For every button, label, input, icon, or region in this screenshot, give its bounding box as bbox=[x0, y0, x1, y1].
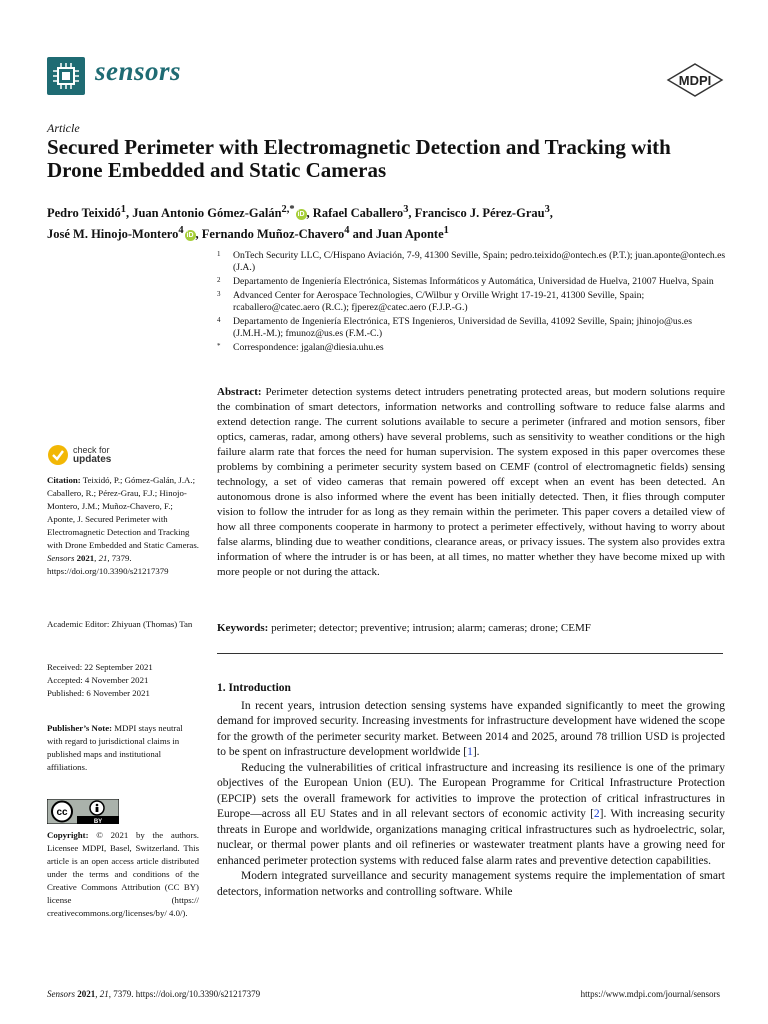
citation-block: Citation: Teixidó, P.; Gómez-Galán, J.A.; Caballero, R.; Pérez-Grau, F.J.; Hinojo-Montero, J.M.; Muñoz-Chavero, F.; Aponte, J. Secured Perimeter with Electromagnetic Detection and Tracking with Drone Embedded and Static Cameras. Sensors 2021, 21, 7379. https://doi.org/10.3390/s21217379 bbox=[47, 475, 199, 576]
paragraph bbox=[217, 761, 725, 870]
published-date: Published: 6 November 2021 bbox=[47, 688, 150, 698]
cc-by-license-badge[interactable] bbox=[47, 799, 119, 824]
author-affiliation-mark: 3 bbox=[544, 204, 550, 215]
publishers-note-text: MDPI stays neutral with regard to jurisdictional claims in published maps and institutional affiliations. bbox=[47, 723, 183, 772]
section-heading: 1. Introduction bbox=[217, 682, 291, 694]
keywords-text: perimeter; detector; preventive; intrusion; alarm; cameras; drone; CEMF bbox=[271, 622, 591, 634]
affiliation-number: 1 bbox=[217, 250, 221, 258]
abstract-label: Abstract: bbox=[217, 386, 262, 398]
paragraph bbox=[217, 699, 725, 761]
affiliation-item bbox=[217, 250, 727, 274]
accepted-date: Accepted: 4 November 2021 bbox=[47, 675, 149, 685]
author-affiliation-mark: 2,* bbox=[281, 204, 295, 215]
orcid-icon[interactable]: iD bbox=[297, 210, 305, 218]
abstract-text: Perimeter detection systems detect intruders penetrating protected areas, but modern solutions require the combination of smart detectors, information networks and controlling software to reduce false alarms and extend detection range. The current solutions available to secure a perimeter (infrared and motion sensors, fiber optics, cameras, radar, among others) have several problems, such as sensitivity to weather conditions or the high failure alarm rate that forces the need for human supervision. The system exposed in this paper overcomes these problems by combining a perimeter security system based on CEMF (control of electromagnetic fields) sensing technology, a set of video cameras that remain powered off except when an event has been detected. An autonomous drone is also informed where the event has been initially detected. Then, it flies through computer vision to follow the intruder for as long as they remain within the perimeter. This paper covers a detailed view of how all three components cooperate in harmony to protect a perimeter effectively, without having to worry about false alarms, blinding due to weather conditions, clearance areas, or privacy issues. The system also provides extra information of where the intruder is or has been, at all times, no matter whether they have become mixed up with more people or not during the attack. bbox=[217, 386, 725, 578]
publishers-note bbox=[47, 722, 199, 774]
academic-editor: Academic Editor: Zhiyuan (Thomas) Tan bbox=[47, 619, 193, 629]
copyright-block bbox=[47, 829, 199, 920]
paragraph-text: ]. With increasing security threats in Europe and worldwide, organizations managing critical infrastructures such as hydroelectric, solar, nuclear, or thermal power plants and oil refineries or wastewater treatment plants have a growing need for enhanced perimeter protection systems with reduced false alarm rates and preventive detection capabilities. bbox=[217, 808, 725, 867]
citation-doi[interactable]: , 7379. https://doi.org/10.3390/s21217379 bbox=[47, 553, 169, 576]
paragraph-text: In recent years, intrusion detection sensing systems have expanded significantly to meet the growing demand for improved security. Increasing investments for infrastructure development have widened the scope for the growth of the perimeter security market. Between 2014 and 2025, around 78 trillion USD is projected to be spent on infrastructure development worldwide [ bbox=[217, 699, 725, 758]
citation-label: Citation: bbox=[47, 475, 81, 485]
affiliation-text: Departamento de Ingeniería Electrónica, Sistemas Informáticos y Automática, Universidad de Huelva, 21007 Huelva, Spain bbox=[233, 276, 714, 287]
check-for-updates-badge[interactable] bbox=[47, 444, 111, 466]
mdpi-logo-text: MDPI bbox=[678, 73, 712, 88]
footer-citation: Sensors 2021, 21, 7379. https://doi.org/10.3390/s21217379 bbox=[47, 989, 261, 999]
received-date: Received: 22 September 2021 bbox=[47, 662, 153, 672]
publishers-note-label: Publisher’s Note: bbox=[47, 723, 113, 733]
citation-volume: 21 bbox=[98, 553, 108, 563]
author-affiliation-mark: 1 bbox=[120, 204, 126, 215]
affiliation-number: 3 bbox=[217, 290, 221, 298]
cc-text: cc bbox=[56, 807, 68, 818]
journal-logo-icon bbox=[47, 57, 85, 95]
dates-block bbox=[47, 661, 199, 700]
footer-volume: 21 bbox=[99, 989, 109, 999]
affiliation-number: 2 bbox=[217, 276, 221, 284]
mdpi-logo[interactable] bbox=[666, 63, 724, 102]
affiliation-text: Departamento de Ingeniería Electrónica, ETS Ingenieros, Universidad de Sevilla, 41092 Seville, Spain; jhinojo@us.es (J.M.H.-M.); fmunoz@us.es (F.M.-C.) bbox=[233, 316, 693, 339]
mdpi-logo-icon bbox=[666, 63, 724, 97]
author-affiliation-mark: 1 bbox=[443, 225, 449, 237]
cc-by-icon bbox=[47, 799, 119, 824]
affiliation-item bbox=[217, 276, 727, 288]
article-type: Article bbox=[47, 121, 80, 135]
reference-link[interactable]: 2 bbox=[593, 808, 600, 820]
citation-year: 2021 bbox=[76, 553, 95, 563]
chip-icon bbox=[47, 57, 85, 95]
affiliation-text: OnTech Security LLC, C/Hispano Aviación, 7-9, 41300 Seville, Spain; pedro.teixido@ontech.es (P.T.); juan.aponte@ontech.es (J.A.) bbox=[233, 250, 726, 273]
journal-name: sensors bbox=[95, 56, 182, 86]
author-separator: , bbox=[549, 206, 553, 221]
author-name[interactable]: , Juan Antonio Gómez-Galán bbox=[125, 206, 282, 221]
author-name[interactable]: , Francisco J. Pérez-Grau bbox=[408, 206, 545, 221]
introduction-section bbox=[217, 681, 725, 900]
paragraph-text: Reducing the vulnerabilities of critical infrastructure and increasing its resilience is one of the primary objectives of the European Union (EU). The European Programme for Critical Infrastructure Protection (EPCIP) sets the overall framework for activities to improve the protection of critical infrastructures in Europe—across all EU States and in all relevant sectors of economic activity [ bbox=[217, 761, 725, 820]
author-list bbox=[47, 201, 727, 243]
citation-text: Teixidó, P.; Gómez-Galán, J.A.; Caballero, R.; Pérez-Grau, F.J.; Hinojo-Montero, J.M.; Muñoz-Chavero, F.; Aponte, J. Secured Perimeter with Electromagnetic Detection and Tracking with Drone Embedded and Static Cameras. bbox=[47, 475, 199, 550]
reference-link[interactable]: 1 bbox=[467, 746, 473, 758]
author-affiliation-mark: 4 bbox=[344, 225, 350, 237]
copyright-text: © 2021 by the authors. Licensee MDPI, Basel, Switzerland. This article is an open access article distributed under the terms and conditions of the Creative Commons Attribution (CC BY) license (https:// creativecommons.org/licenses/by/ 4.0/). bbox=[47, 830, 200, 918]
correspondence-text: Correspondence: jgalan@diesia.uhu.es bbox=[233, 342, 384, 353]
affiliation-number: 4 bbox=[217, 316, 221, 324]
footer-journal: Sensors bbox=[47, 989, 76, 999]
author-affiliation-mark: 4 bbox=[178, 225, 184, 237]
correspondence-item bbox=[217, 342, 727, 354]
affiliation-text: Advanced Center for Aerospace Technologies, C/Wilbur y Orville Wright 17-19-21, 41300 Seville, Spain; rcaballero@catec.aero (R.C.); fjperez@catec.aero (F.J.P.-G.) bbox=[233, 290, 645, 313]
paragraph-text: ]. bbox=[472, 746, 480, 758]
paragraph: Modern integrated surveillance and security management systems require the implementation of smart detectors, information networks and controlling software. While bbox=[217, 870, 725, 898]
affiliation-number: * bbox=[217, 342, 221, 350]
affiliation-item bbox=[217, 290, 727, 314]
section-divider bbox=[217, 653, 723, 654]
keywords-label: Keywords: bbox=[217, 622, 269, 634]
citation-journal: Sensors bbox=[47, 553, 75, 563]
author-name[interactable]: , Fernando Muñoz-Chavero bbox=[195, 227, 345, 242]
keywords bbox=[217, 621, 725, 636]
check-updates-icon bbox=[47, 444, 69, 466]
footer-year: 2021 bbox=[77, 989, 96, 999]
author-name[interactable]: José M. Hinojo-Montero bbox=[47, 227, 179, 242]
page-title: Secured Perimeter with Electromagnetic Detection and Tracking with Drone Embedded and Static Cameras bbox=[47, 135, 671, 182]
check-updates-line2: updates bbox=[73, 454, 112, 465]
affiliation-list bbox=[217, 250, 727, 356]
abstract bbox=[217, 385, 725, 580]
author-name[interactable]: , Rafael Caballero bbox=[306, 206, 404, 221]
footer-doi[interactable]: , 7379. https://doi.org/10.3390/s21217379 bbox=[108, 989, 261, 999]
footer-journal-url[interactable]: https://www.mdpi.com/journal/sensors bbox=[580, 989, 720, 999]
author-name[interactable]: and Juan Aponte bbox=[349, 227, 444, 242]
orcid-icon[interactable]: iD bbox=[186, 231, 194, 239]
author-affiliation-mark: 3 bbox=[403, 204, 409, 215]
copyright-label: Copyright: bbox=[47, 830, 89, 840]
author-name[interactable]: Pedro Teixidó bbox=[47, 206, 121, 221]
check-updates-line1: check for bbox=[73, 445, 110, 455]
affiliation-item bbox=[217, 316, 727, 340]
cc-by-text: BY bbox=[93, 819, 103, 824]
